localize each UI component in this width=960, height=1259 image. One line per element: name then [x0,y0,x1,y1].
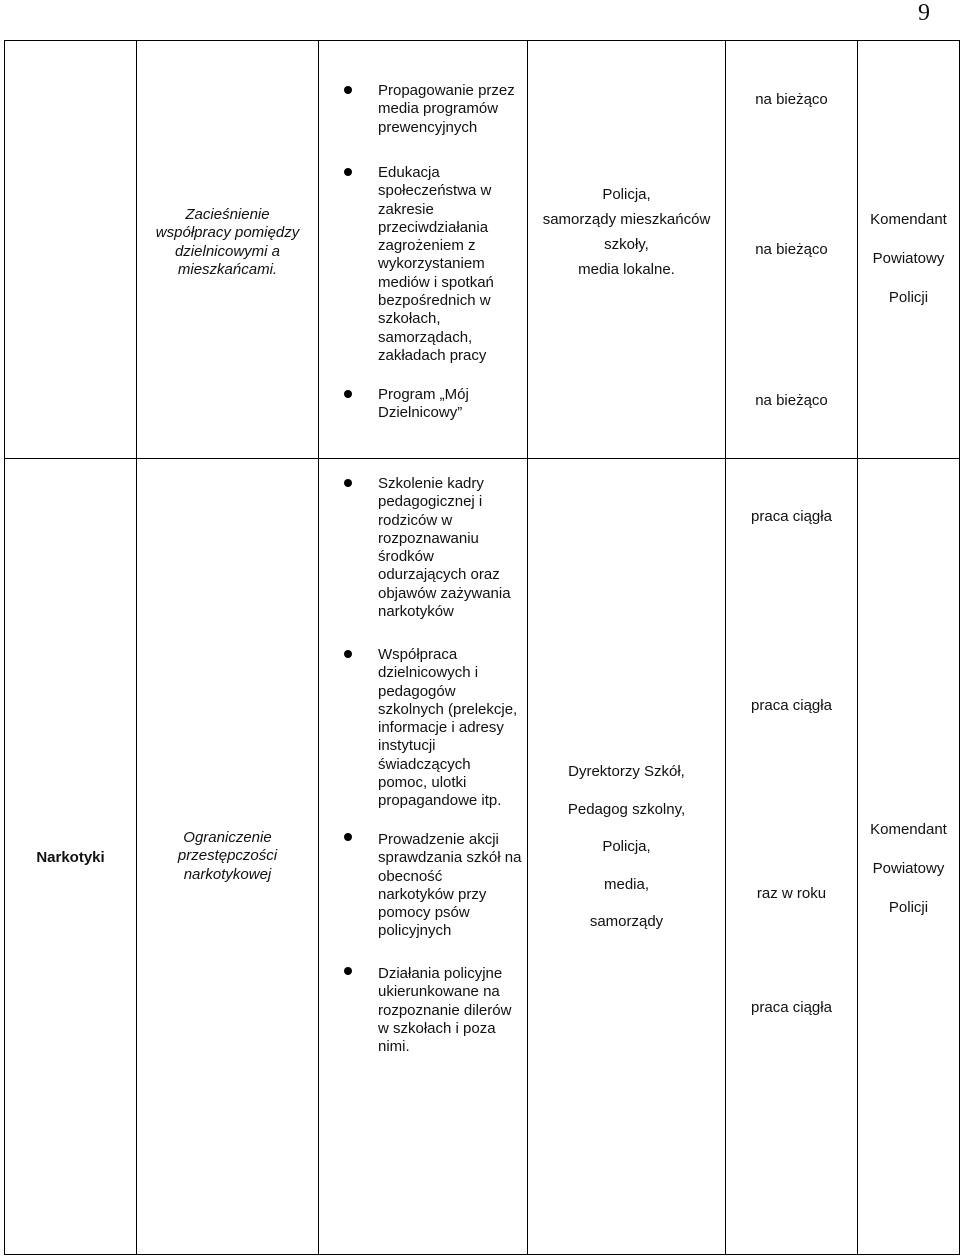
bullet-icon [344,650,352,658]
bullet-icon [344,967,352,975]
bullet-icon [344,390,352,398]
term-4: praca ciągła [751,508,832,525]
task-6: Prowadzenie akcji sprawdzania szkół na obecność narkotyków przy pomocy psów policyjnych [378,831,522,940]
task-7: Działania policyjne ukierunkowane na rozpoznanie dilerów w szkołach i poza nimi. [378,965,512,1056]
bullet-icon [344,833,352,841]
task-1: Propagowanie przez media programów prewencyjnych [378,82,515,136]
term-1: na bieżąco [755,91,828,108]
category-narkotyki: Narkotyki [36,849,105,866]
task-3: Program „Mój Dzielnicowy” [378,386,469,422]
responsible-cell-1: Komendant Powiatowy Policji [870,211,947,306]
term-2: na bieżąco [755,241,828,258]
responsible-cell-2: Komendant Powiatowy Policji [870,821,947,916]
task-4: Szkolenie kadry pedagogicznej i rodziców w rozpoznawaniu środków odurzających oraz objawów zażywania narkotyków [378,475,511,621]
term-5: praca ciągła [751,697,832,714]
partners-cell-1: Policja, samorządy mieszkańców szkoły, media lokalne. [542,186,711,278]
goal-cell-1: Zacieśnienie współpracy pomiędzy dzielnicowymi a mieszkańcami. [155,206,300,278]
bullet-icon [344,168,352,176]
task-2: Edukacja społeczeństwa w zakresie przeciwdziałania zagrożeniem z wykorzystaniem mediów i spotkań bezpośrednich w szkołach, samorządach, zakładach pracy [378,164,494,364]
task-5: Współpraca dzielnicowych i pedagogów szkolnych (prelekcje, informacje i adresy instytucji świadczących pomoc, ulotki propagandowe itp. [378,646,518,810]
partners-cell-2: Dyrektorzy Szkół, Pedagog szkolny, Policja, media, samorządy [567,763,686,930]
goal-cell-2: Ograniczenie przestępczości narkotykowej [177,829,278,883]
term-3: na bieżąco [755,392,828,409]
term-7: praca ciągła [751,999,832,1016]
page-number: 9 [918,0,930,26]
term-6: raz w roku [756,885,827,902]
bullet-icon [344,479,352,487]
bullet-icon [344,86,352,94]
